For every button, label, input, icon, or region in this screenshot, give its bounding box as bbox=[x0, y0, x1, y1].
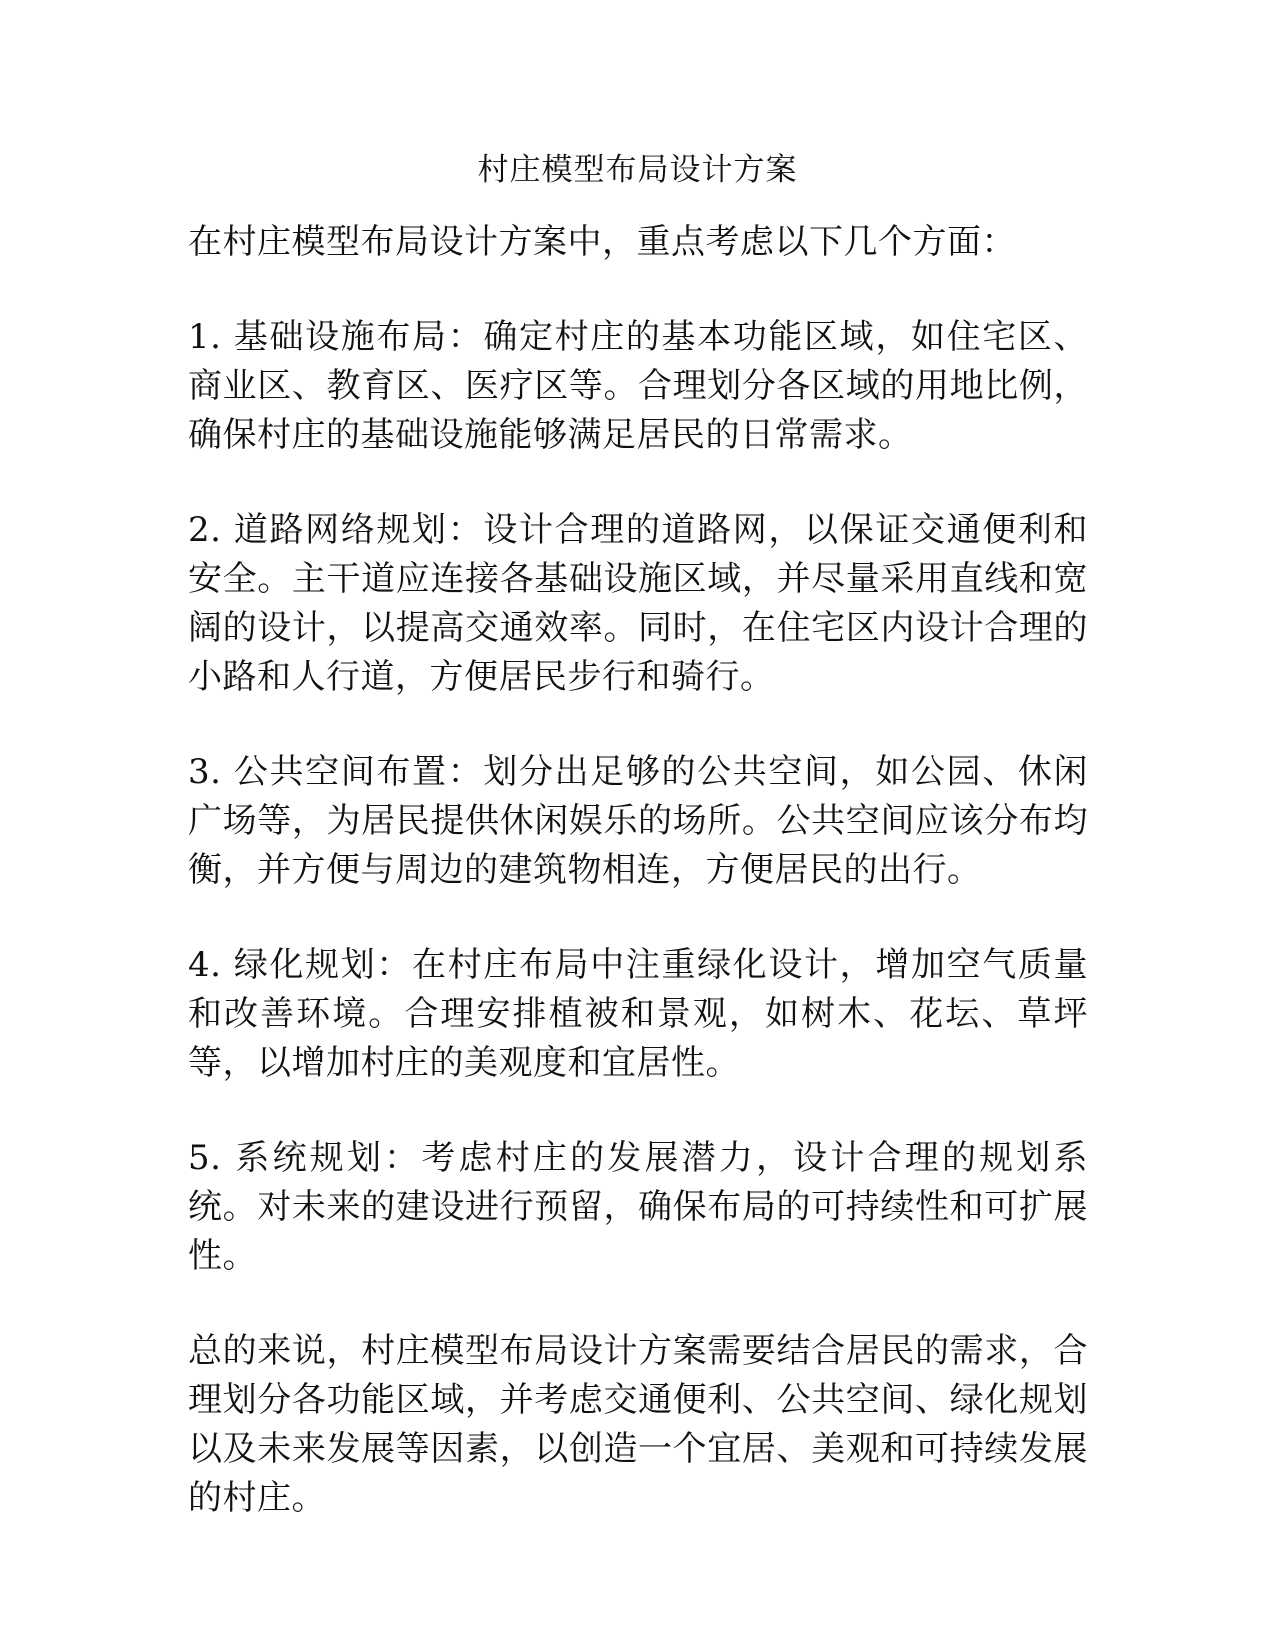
document-title: 村庄模型布局设计方案 bbox=[477, 152, 798, 188]
section-public-space: 3. 公共空间布置：划分出足够的公共空间，如公园、休闲广场等，为居民提供休闲娱乐的场所。公共空间应该分布均衡，并方便与周边的建筑物相连，方便居民的出行。 bbox=[188, 752, 1088, 890]
section-road-network: 2. 道路网络规划：设计合理的道路网，以保证交通便利和安全。主干道应连接各基础设施区域，并尽量采用直线和宽阔的设计，以提高交通效率。同时，在住宅区内设计合理的小路和人行道，方便居民步行和骑行。 bbox=[188, 510, 1088, 697]
section-infrastructure: 1. 基础设施布局：确定村庄的基本功能区域，如住宅区、商业区、教育区、医疗区等。合理划分各区域的用地比例，确保村庄的基础设施能够满足居民的日常需求。 bbox=[188, 317, 1088, 455]
section-system-planning: 5. 系统规划：考虑村庄的发展潜力，设计合理的规划系统。对未来的建设进行预留，确保布局的可持续性和可扩展性。 bbox=[188, 1138, 1088, 1276]
conclusion-paragraph: 总的来说，村庄模型布局设计方案需要结合居民的需求，合理划分各功能区域，并考虑交通便利、公共空间、绿化规划以及未来发展等因素，以创造一个宜居、美观和可持续发展的村庄。 bbox=[188, 1331, 1088, 1518]
section-greening: 4. 绿化规划：在村庄布局中注重绿化设计，增加空气质量和改善环境。合理安排植被和景观，如树木、花坛、草坪等，以增加村庄的美观度和宜居性。 bbox=[188, 945, 1088, 1083]
document-body bbox=[188, 218, 1088, 1569]
intro-paragraph: 在村庄模型布局设计方案中，重点考虑以下几个方面： bbox=[188, 222, 1016, 262]
